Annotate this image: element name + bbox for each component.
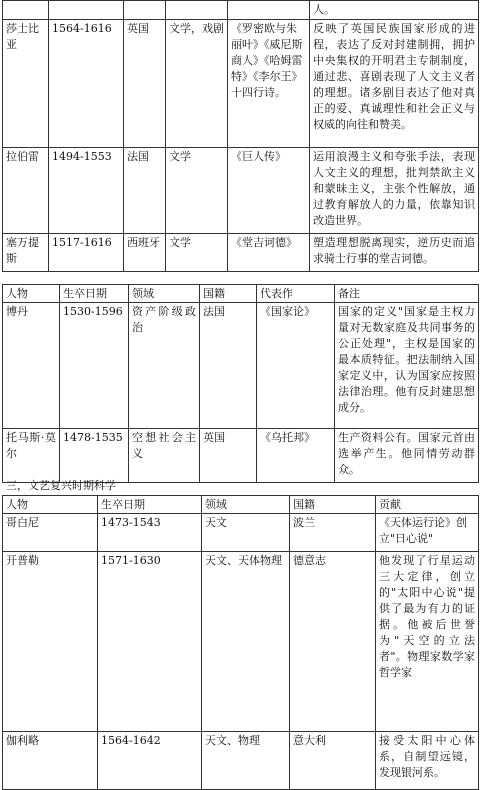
- person-cell: 托马斯·莫尔: [3, 429, 60, 483]
- country-cell: 英国: [200, 429, 257, 483]
- country-cell: 英国: [124, 20, 166, 148]
- notes-cell: 国家的定义"国家是主权力量对无数家庭及共同事务的公正处理"，主权是国家的最本质特征。把法制纳入国家定义中，认为国家应按照法律治理。他有反封建思想成分。: [335, 303, 479, 429]
- person-cell: 博丹: [3, 303, 60, 429]
- country-cell: 西班牙: [124, 234, 166, 272]
- contribution-cell: 接受太阳中心体系，自制望远镜，发现银河系。: [376, 732, 479, 790]
- table-row: [3, 429, 479, 483]
- table-header-row: [3, 285, 479, 303]
- person-cell: 开普勒: [3, 552, 98, 732]
- field-cell: 天文: [202, 514, 290, 552]
- dates-cell: 1494-1553: [49, 148, 124, 234]
- contribution-cell: 他发现了行星运动三大定律，创立的"太阳中心说"提供了最为有力的证据。他被后世誉为"天空的立法者"。物理家数学家哲学家: [376, 552, 479, 732]
- table-row: [3, 303, 479, 429]
- renaissance-science-table: [2, 495, 479, 790]
- field-cell: 文学，戏剧: [166, 20, 228, 148]
- works-cell: 《罗密欧与朱丽叶》《威尼斯商人》《哈姆雷特》《李尔王》十四行诗。: [228, 20, 310, 148]
- notes-cell: 运用浪漫主义和夸张手法，表现人文主义的理想，批判禁欲主义和蒙昧主义，主张个性解放，通过教育解放人的力量，依靠知识改造世界。: [310, 148, 479, 234]
- table-row: [3, 514, 479, 552]
- field-cell: 天文、物理: [202, 732, 290, 790]
- header-dates: 生卒日期: [98, 496, 202, 514]
- table-row: [3, 234, 479, 272]
- field-cell: 天文、天体物理: [202, 552, 290, 732]
- notes-cell: 反映了英国民族国家形成的进程，表达了反对封建制拥，拥护中央集权的开明君主专制制度，通过悲、喜剧表现了人文主义者的理想。诸多剧目表达了他对真正的爱、真诚理性和社会正义与权威的向往和赞美。: [310, 20, 479, 148]
- dates-cell: 1517-1616: [49, 234, 124, 272]
- header-dates: 生卒日期: [60, 285, 129, 303]
- dates-cell: 1564-1616: [49, 20, 124, 148]
- field-cell: 文学: [166, 148, 228, 234]
- person-cell: 伽利略: [3, 732, 98, 790]
- dates-cell: 1530-1596: [60, 303, 129, 429]
- country-cell: 法国: [200, 303, 257, 429]
- country-cell: 波兰: [290, 514, 376, 552]
- table-row: [3, 20, 479, 148]
- person-cell: 莎士比亚: [3, 20, 49, 148]
- country-cell: 德意志: [290, 552, 376, 732]
- dates-cell: 1571-1630: [98, 552, 202, 732]
- header-person: 人物: [3, 496, 98, 514]
- notes-cell: 生产资料公有。国家元首由选举产生。他同情劳动群众。: [335, 429, 479, 483]
- works-cell: 《巨人传》: [228, 148, 310, 234]
- country-cell: 法国: [124, 148, 166, 234]
- header-field: 领域: [202, 496, 290, 514]
- dates-cell: 1478-1535: [60, 429, 129, 483]
- country-cell: 意大利: [290, 732, 376, 790]
- header-person: 人物: [3, 285, 60, 303]
- header-country: 国籍: [290, 496, 376, 514]
- person-cell: 哥白尼: [3, 514, 98, 552]
- person-cell: 塞万提斯: [3, 234, 49, 272]
- contribution-cell: 《天体运行论》创立"日心说": [376, 514, 479, 552]
- table-row: [3, 732, 479, 790]
- renaissance-politics-table: [2, 284, 479, 483]
- works-cell: 《乌托邦》: [257, 429, 335, 483]
- table-row: [3, 1, 479, 20]
- notes-cell: 人。: [310, 1, 479, 20]
- table-header-row: [3, 496, 479, 514]
- works-cell: 《国家论》: [257, 303, 335, 429]
- renaissance-literature-table: [2, 0, 479, 272]
- section-heading: 三，文艺复兴时期科学: [6, 479, 116, 492]
- table-row: [3, 148, 479, 234]
- header-field: 领域: [129, 285, 200, 303]
- dates-cell: 1473-1543: [98, 514, 202, 552]
- field-cell: 文学: [166, 234, 228, 272]
- table-row: [3, 552, 479, 732]
- header-notes: 备注: [335, 285, 479, 303]
- notes-cell: 塑造理想脱离现实，逆历史而追求骑士行事的堂吉诃德。: [310, 234, 479, 272]
- header-works: 代表作: [257, 285, 335, 303]
- person-cell: 拉伯雷: [3, 148, 49, 234]
- field-cell: 资产阶级政治: [129, 303, 200, 429]
- field-cell: 空想社会主义: [129, 429, 200, 483]
- dates-cell: 1564-1642: [98, 732, 202, 790]
- works-cell: 《堂吉诃德》: [228, 234, 310, 272]
- header-contribution: 贡献: [376, 496, 479, 514]
- header-country: 国籍: [200, 285, 257, 303]
